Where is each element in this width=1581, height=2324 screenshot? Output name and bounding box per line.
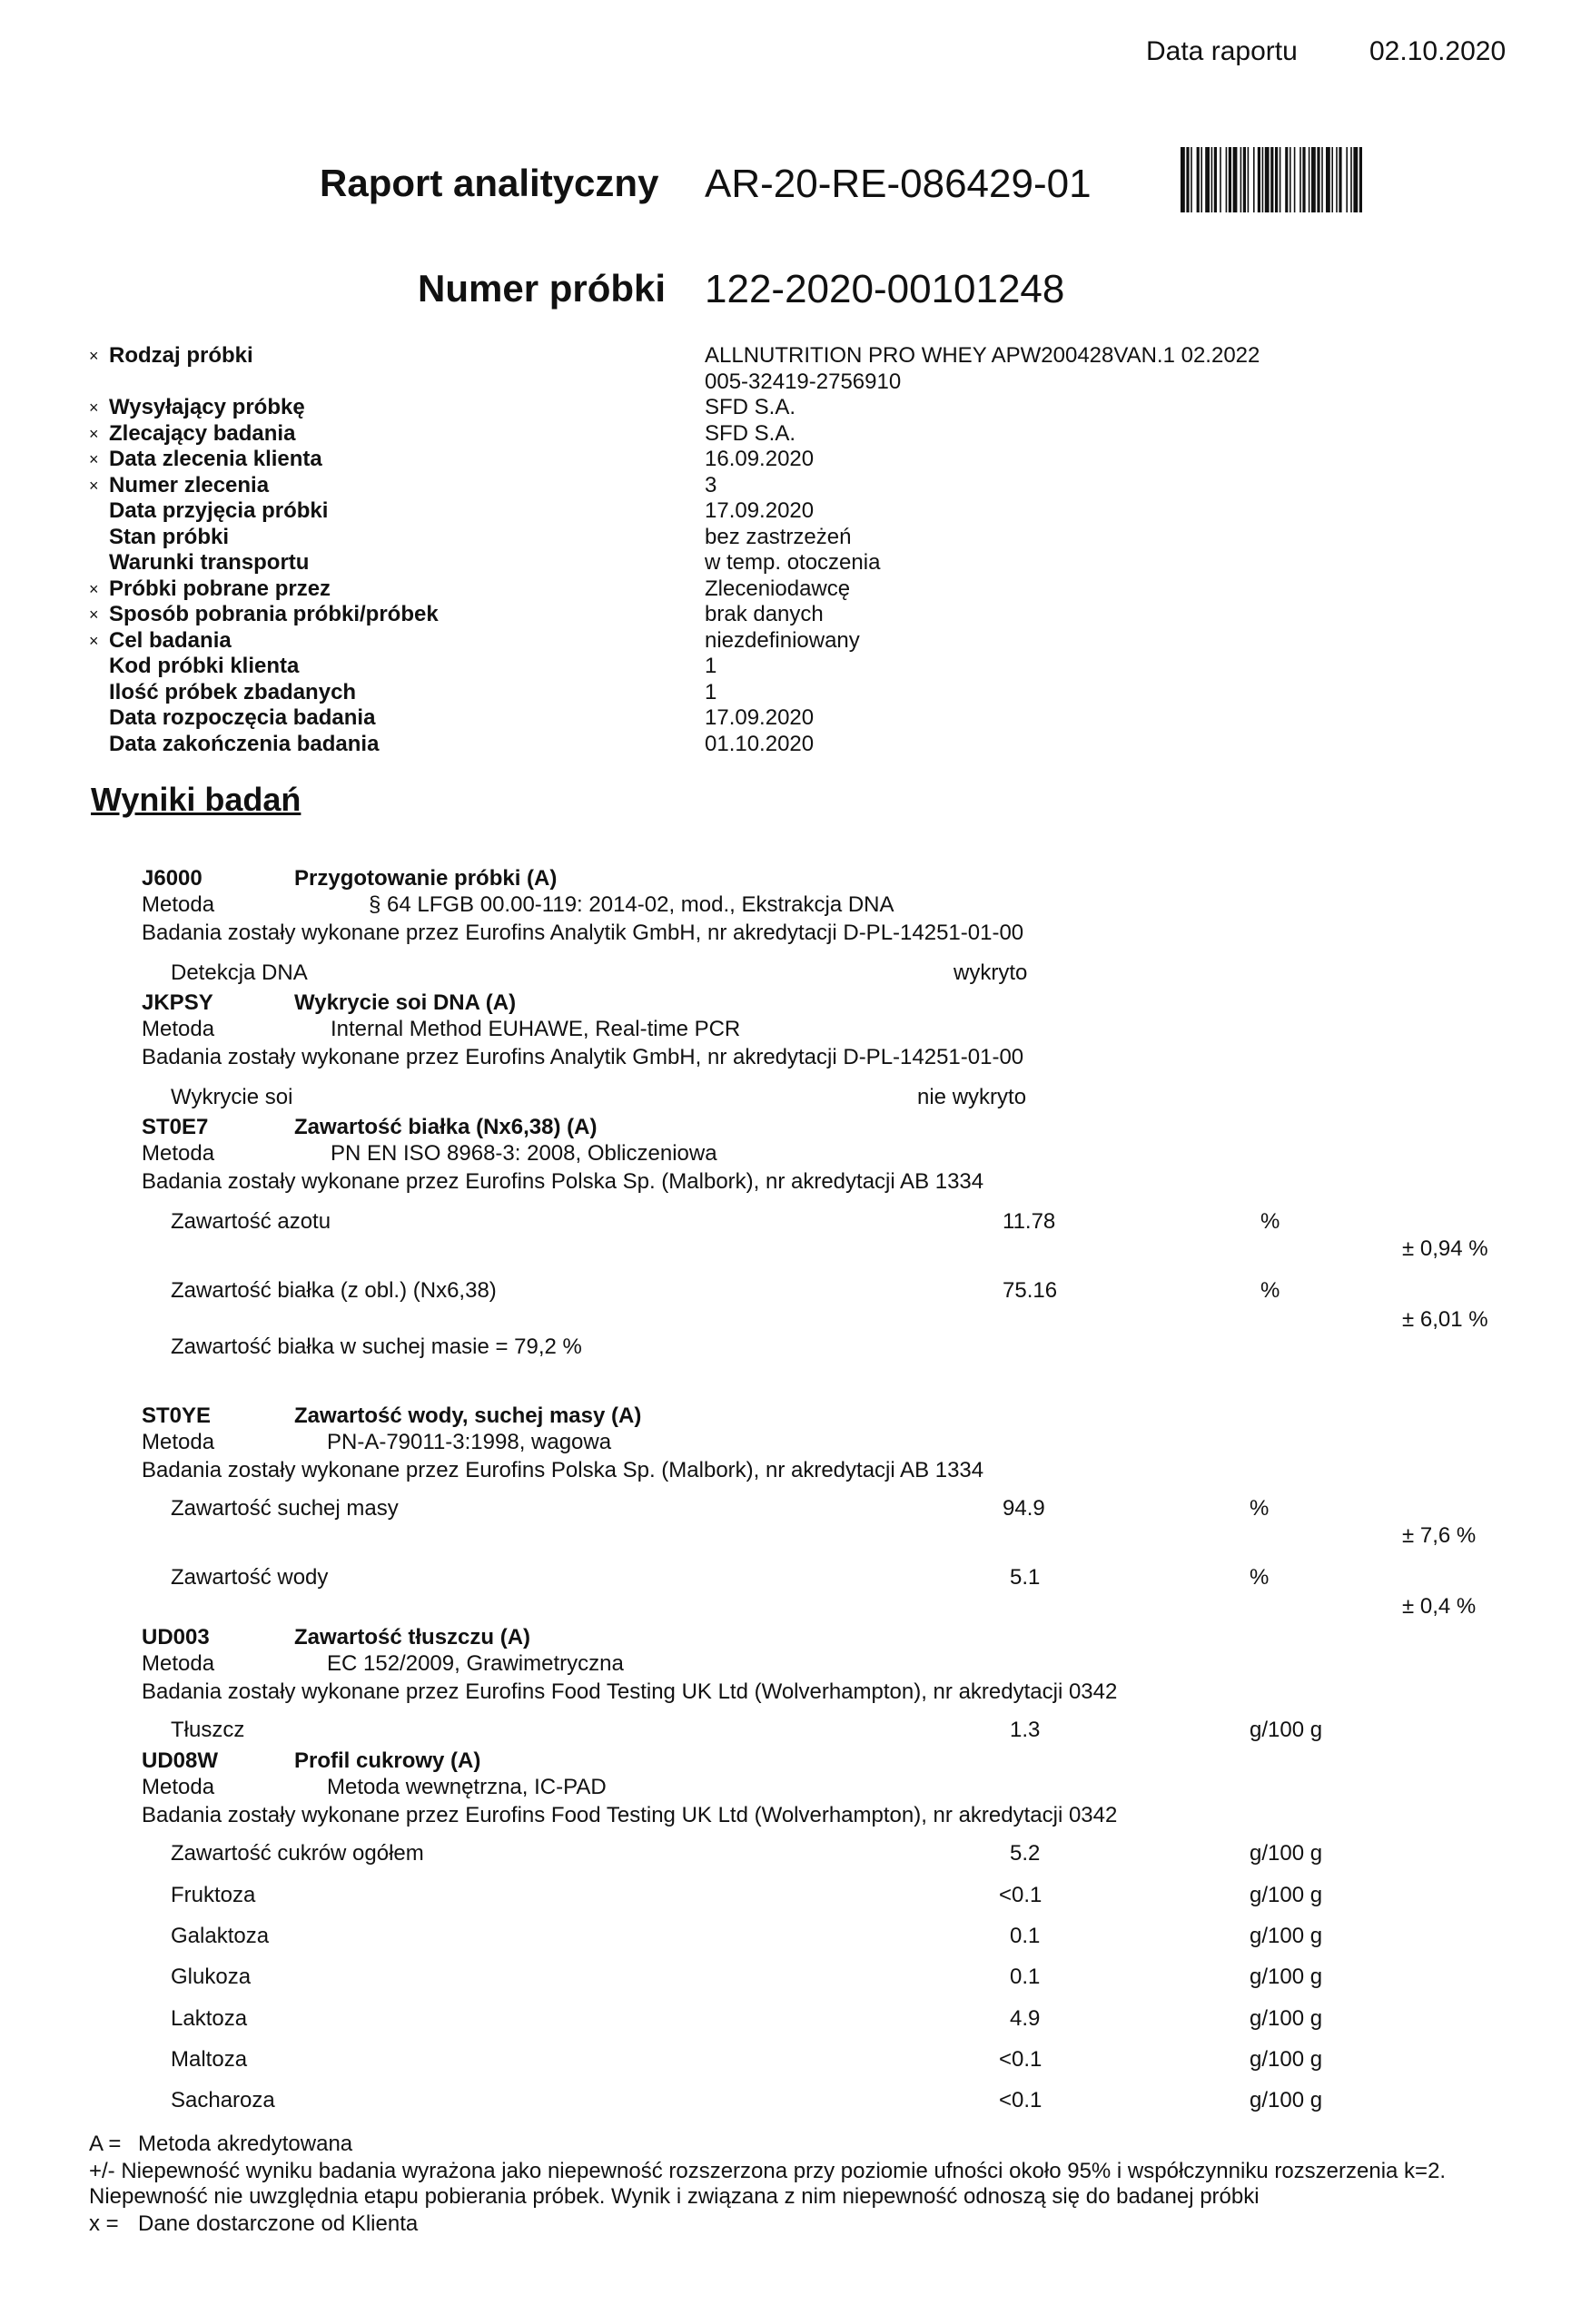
test-code: UD08W bbox=[142, 1748, 219, 1773]
info-label: Cel badania bbox=[109, 627, 232, 653]
parameter-name: Sacharoza bbox=[171, 2088, 275, 2112]
uncertainty: ± 6,01 % bbox=[1402, 1307, 1488, 1332]
result-unit: g/100 g bbox=[1250, 2006, 1323, 2031]
parameter-name: Zawartość suchej masy bbox=[171, 1496, 399, 1521]
test-name: Przygotowanie próbki (A) bbox=[294, 866, 558, 891]
footnote-x-key: x = bbox=[89, 2211, 119, 2236]
method-value: PN EN ISO 8968-3: 2008, Obliczeniowa bbox=[331, 1141, 717, 1166]
info-value: 16.09.2020 bbox=[705, 447, 815, 471]
result-unit: g/100 g bbox=[1250, 2088, 1323, 2112]
result-value: 0.1 bbox=[1010, 1924, 1041, 1948]
info-value: 3 bbox=[705, 472, 717, 497]
method-value: EC 152/2009, Grawimetryczna bbox=[327, 1651, 624, 1676]
result-unit: g/100 g bbox=[1250, 2047, 1323, 2072]
result-value: 5.1 bbox=[1010, 1565, 1041, 1590]
info-value-line-2: 005-32419-2756910 bbox=[705, 369, 902, 394]
report-date-value: 02.10.2020 bbox=[1369, 36, 1507, 66]
accreditation-note: Badania zostały wykonane przez Eurofins Analytik GmbH, nr akredytacji D-PL-14251-01-00 bbox=[142, 921, 1024, 945]
method-label: Metoda bbox=[142, 1651, 215, 1676]
test-code: UD003 bbox=[142, 1625, 210, 1649]
method-label: Metoda bbox=[142, 1775, 215, 1799]
parameter-name: Zawartość białka (z obl.) (Nx6,38) bbox=[171, 1278, 497, 1303]
uncertainty: ± 0,4 % bbox=[1402, 1594, 1477, 1619]
info-value: 17.09.2020 bbox=[705, 705, 815, 730]
info-value: w temp. otoczenia bbox=[705, 550, 881, 575]
result-value: wykryto bbox=[954, 960, 1028, 985]
data-supplied-mark: × bbox=[89, 399, 99, 417]
test-code: ST0YE bbox=[142, 1403, 212, 1428]
result-unit: g/100 g bbox=[1250, 1718, 1323, 1742]
info-value: 01.10.2020 bbox=[705, 731, 815, 756]
result-unit: % bbox=[1260, 1278, 1280, 1303]
info-label: Stan próbki bbox=[109, 524, 230, 549]
parameter-name: Glukoza bbox=[171, 1965, 252, 1989]
info-label: Sposób pobrania próbki/próbek bbox=[109, 602, 439, 626]
data-supplied-mark: × bbox=[89, 631, 99, 650]
parameter-name: Detekcja DNA bbox=[171, 960, 308, 985]
sample-number: 122-2020-00101248 bbox=[705, 267, 1065, 311]
test-name: Wykrycie soi DNA (A) bbox=[294, 990, 517, 1015]
report-number: AR-20-RE-086429-01 bbox=[705, 162, 1092, 206]
footnote-x-text: Dane dostarczone od Klienta bbox=[138, 2211, 419, 2236]
info-value: 17.09.2020 bbox=[705, 498, 815, 523]
result-value: <0.1 bbox=[999, 2047, 1042, 2072]
parameter-name: Zawartość azotu bbox=[171, 1209, 331, 1234]
parameter-name: Zawartość cukrów ogółem bbox=[171, 1841, 424, 1866]
result-value: 75.16 bbox=[1003, 1278, 1058, 1303]
result-value: <0.1 bbox=[999, 1883, 1042, 1907]
footnote-uncertainty-line-1: +/- Niepewność wyniku badania wyrażona jako niepewność rozszerzona przy poziomie ufności około 95% i współczynniku rozszerzenia k=2. bbox=[89, 2159, 1447, 2183]
info-value: brak danych bbox=[705, 602, 824, 626]
parameter-name: Tłuszcz bbox=[171, 1718, 245, 1742]
result-unit: % bbox=[1250, 1565, 1270, 1590]
info-value: niezdefiniowany bbox=[705, 627, 860, 653]
dry-mass-note: Zawartość białka w suchej masie = 79,2 % bbox=[171, 1334, 582, 1359]
info-value: SFD S.A. bbox=[705, 395, 796, 419]
report-title: Raport analityczny bbox=[320, 162, 659, 204]
info-label: Data zlecenia klienta bbox=[109, 447, 322, 471]
result-unit: % bbox=[1260, 1209, 1280, 1234]
info-value: 1 bbox=[705, 679, 717, 704]
result-value: 11.78 bbox=[1003, 1209, 1056, 1234]
test-name: Profil cukrowy (A) bbox=[294, 1748, 481, 1773]
data-supplied-mark: × bbox=[89, 347, 99, 365]
accreditation-note: Badania zostały wykonane przez Eurofins Food Testing UK Ltd (Wolverhampton), nr akredytacji 0342 bbox=[142, 1679, 1118, 1704]
result-unit: g/100 g bbox=[1250, 1965, 1323, 1989]
method-label: Metoda bbox=[142, 1017, 215, 1041]
test-name: Zawartość białka (Nx6,38) (A) bbox=[294, 1115, 598, 1139]
result-unit: g/100 g bbox=[1250, 1841, 1323, 1866]
test-name: Zawartość wody, suchej masy (A) bbox=[294, 1403, 642, 1428]
accreditation-note: Badania zostały wykonane przez Eurofins Polska Sp. (Malbork), nr akredytacji AB 1334 bbox=[142, 1169, 984, 1194]
parameter-name: Wykrycie soi bbox=[171, 1085, 293, 1109]
info-value: Zleceniodawcę bbox=[705, 576, 851, 601]
footnote-uncertainty-line-2: Niepewność nie uwzględnia etapu pobierania próbek. Wynik i związana z nim niepewność odnoszą się do badanej próbki bbox=[89, 2184, 1260, 2209]
result-value: 0.1 bbox=[1010, 1965, 1041, 1989]
sample-number-title: Numer próbki bbox=[418, 267, 667, 310]
result-value: 1.3 bbox=[1010, 1718, 1041, 1742]
info-label: Rodzaj próbki bbox=[109, 343, 253, 368]
uncertainty: ± 7,6 % bbox=[1402, 1523, 1477, 1548]
info-label: Numer zlecenia bbox=[109, 472, 270, 497]
result-unit: % bbox=[1250, 1496, 1270, 1521]
info-label: Kod próbki klienta bbox=[109, 654, 300, 678]
parameter-name: Laktoza bbox=[171, 2006, 248, 2031]
method-value: § 64 LFGB 00.00-119: 2014-02, mod., Ekstrakcja DNA bbox=[369, 892, 894, 917]
method-value: Internal Method EUHAWE, Real-time PCR bbox=[331, 1017, 741, 1041]
info-value: 1 bbox=[705, 654, 717, 678]
test-code: ST0E7 bbox=[142, 1115, 209, 1139]
parameter-name: Galaktoza bbox=[171, 1924, 270, 1948]
method-label: Metoda bbox=[142, 1430, 215, 1454]
info-label: Data rozpoczęcia badania bbox=[109, 705, 376, 730]
info-value: ALLNUTRITION PRO WHEY APW200428VAN.1 02.2022 bbox=[705, 343, 1260, 368]
barcode-image bbox=[1181, 147, 1494, 212]
method-label: Metoda bbox=[142, 892, 215, 917]
method-value: PN-A-79011-3:1998, wagowa bbox=[327, 1430, 612, 1454]
result-value: <0.1 bbox=[999, 2088, 1042, 2112]
footnote-a-key: A = bbox=[89, 2132, 122, 2156]
footnote-a-text: Metoda akredytowana bbox=[138, 2132, 353, 2156]
result-unit: g/100 g bbox=[1250, 1883, 1323, 1907]
parameter-name: Fruktoza bbox=[171, 1883, 256, 1907]
info-label: Wysyłający próbkę bbox=[109, 395, 305, 419]
test-name: Zawartość tłuszczu (A) bbox=[294, 1625, 531, 1649]
accreditation-note: Badania zostały wykonane przez Eurofins Polska Sp. (Malbork), nr akredytacji AB 1334 bbox=[142, 1458, 984, 1482]
test-code: JKPSY bbox=[142, 990, 213, 1015]
info-label: Ilość próbek zbadanych bbox=[109, 679, 357, 704]
result-value: 5.2 bbox=[1010, 1841, 1041, 1866]
parameter-name: Maltoza bbox=[171, 2047, 248, 2072]
data-supplied-mark: × bbox=[89, 579, 99, 598]
data-supplied-mark: × bbox=[89, 606, 99, 624]
info-label: Warunki transportu bbox=[109, 550, 310, 575]
accreditation-note: Badania zostały wykonane przez Eurofins Food Testing UK Ltd (Wolverhampton), nr akredytacji 0342 bbox=[142, 1803, 1118, 1827]
uncertainty: ± 0,94 % bbox=[1402, 1236, 1488, 1261]
method-label: Metoda bbox=[142, 1141, 215, 1166]
result-value: 4.9 bbox=[1010, 2006, 1041, 2031]
report-date-label: Data raportu bbox=[1146, 36, 1298, 66]
info-label: Zlecający badania bbox=[109, 420, 296, 446]
result-unit: g/100 g bbox=[1250, 1924, 1323, 1948]
test-code: J6000 bbox=[142, 866, 203, 891]
method-value: Metoda wewnętrzna, IC-PAD bbox=[327, 1775, 607, 1799]
info-label: Data zakończenia badania bbox=[109, 731, 380, 756]
parameter-name: Zawartość wody bbox=[171, 1565, 329, 1590]
info-label: Próbki pobrane przez bbox=[109, 576, 331, 601]
info-label: Data przyjęcia próbki bbox=[109, 498, 329, 523]
info-value: SFD S.A. bbox=[705, 420, 796, 446]
result-value: 94.9 bbox=[1003, 1496, 1045, 1521]
data-supplied-mark: × bbox=[89, 450, 99, 468]
info-value: bez zastrzeżeń bbox=[705, 524, 852, 549]
results-heading: Wyniki badań bbox=[91, 781, 301, 818]
data-supplied-mark: × bbox=[89, 424, 99, 443]
data-supplied-mark: × bbox=[89, 476, 99, 495]
accreditation-note: Badania zostały wykonane przez Eurofins Analytik GmbH, nr akredytacji D-PL-14251-01-00 bbox=[142, 1045, 1024, 1069]
result-value: nie wykryto bbox=[917, 1085, 1027, 1109]
